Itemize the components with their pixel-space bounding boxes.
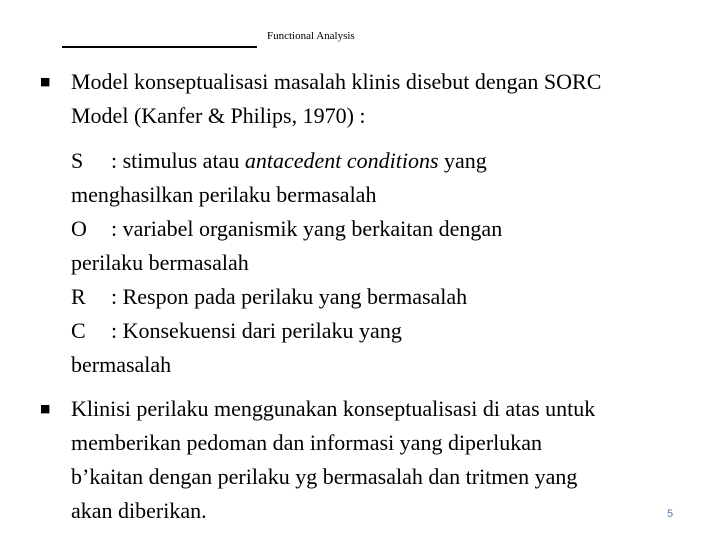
page-number: 5 (667, 508, 674, 520)
sorc-s-continuation: menghasilkan perilaku bermasalah (71, 182, 377, 207)
sorc-s-row (71, 144, 711, 178)
sorc-o-desc: : variabel organismik yang berkaitan dengan (111, 216, 503, 241)
bullet-icon: ■ (40, 75, 51, 88)
bullet-1-line-1: Model konseptualisasi masalah klinis disebut dengan SORC (71, 69, 602, 94)
bullet-1-line-2: Model (Kanfer & Philips, 1970) : (71, 103, 366, 128)
sorc-c-continuation: bermasalah (71, 352, 172, 377)
bullet-paragraph-1 (71, 65, 711, 133)
sorc-s-desc-post: yang (438, 148, 487, 173)
bullet-2-line-4: akan diberikan. (71, 498, 207, 523)
bullet-paragraph-2 (71, 392, 711, 528)
sorc-definitions (71, 144, 711, 382)
slide-header-title: Functional Analysis (267, 30, 355, 42)
sorc-s-desc-pre: : stimulus atau (111, 148, 245, 173)
bullet-2-line-2: memberikan pedoman dan informasi yang diperlukan (71, 430, 543, 455)
sorc-c-desc: : Konsekuensi dari perilaku yang (111, 318, 402, 343)
sorc-c-letter: C (71, 318, 86, 343)
sorc-o-letter: O (71, 216, 87, 241)
sorc-o-continuation: perilaku bermasalah (71, 250, 249, 275)
sorc-r-row (71, 280, 711, 314)
bullet-2-line-1: Klinisi perilaku menggunakan konseptualisasi di atas untuk (71, 396, 596, 421)
sorc-r-letter: R (71, 284, 86, 309)
bullet-icon: ■ (40, 402, 51, 415)
sorc-c-row (71, 314, 711, 348)
header-rule (62, 46, 257, 48)
bullet-2-line-3: b’kaitan dengan perilaku yg bermasalah dan tritmen yang (71, 464, 578, 489)
sorc-s-desc-italic: antacedent conditions (244, 148, 439, 173)
sorc-s-letter: S (71, 148, 84, 173)
sorc-o-row (71, 212, 711, 246)
sorc-r-desc: : Respon pada perilaku yang bermasalah (111, 284, 468, 309)
